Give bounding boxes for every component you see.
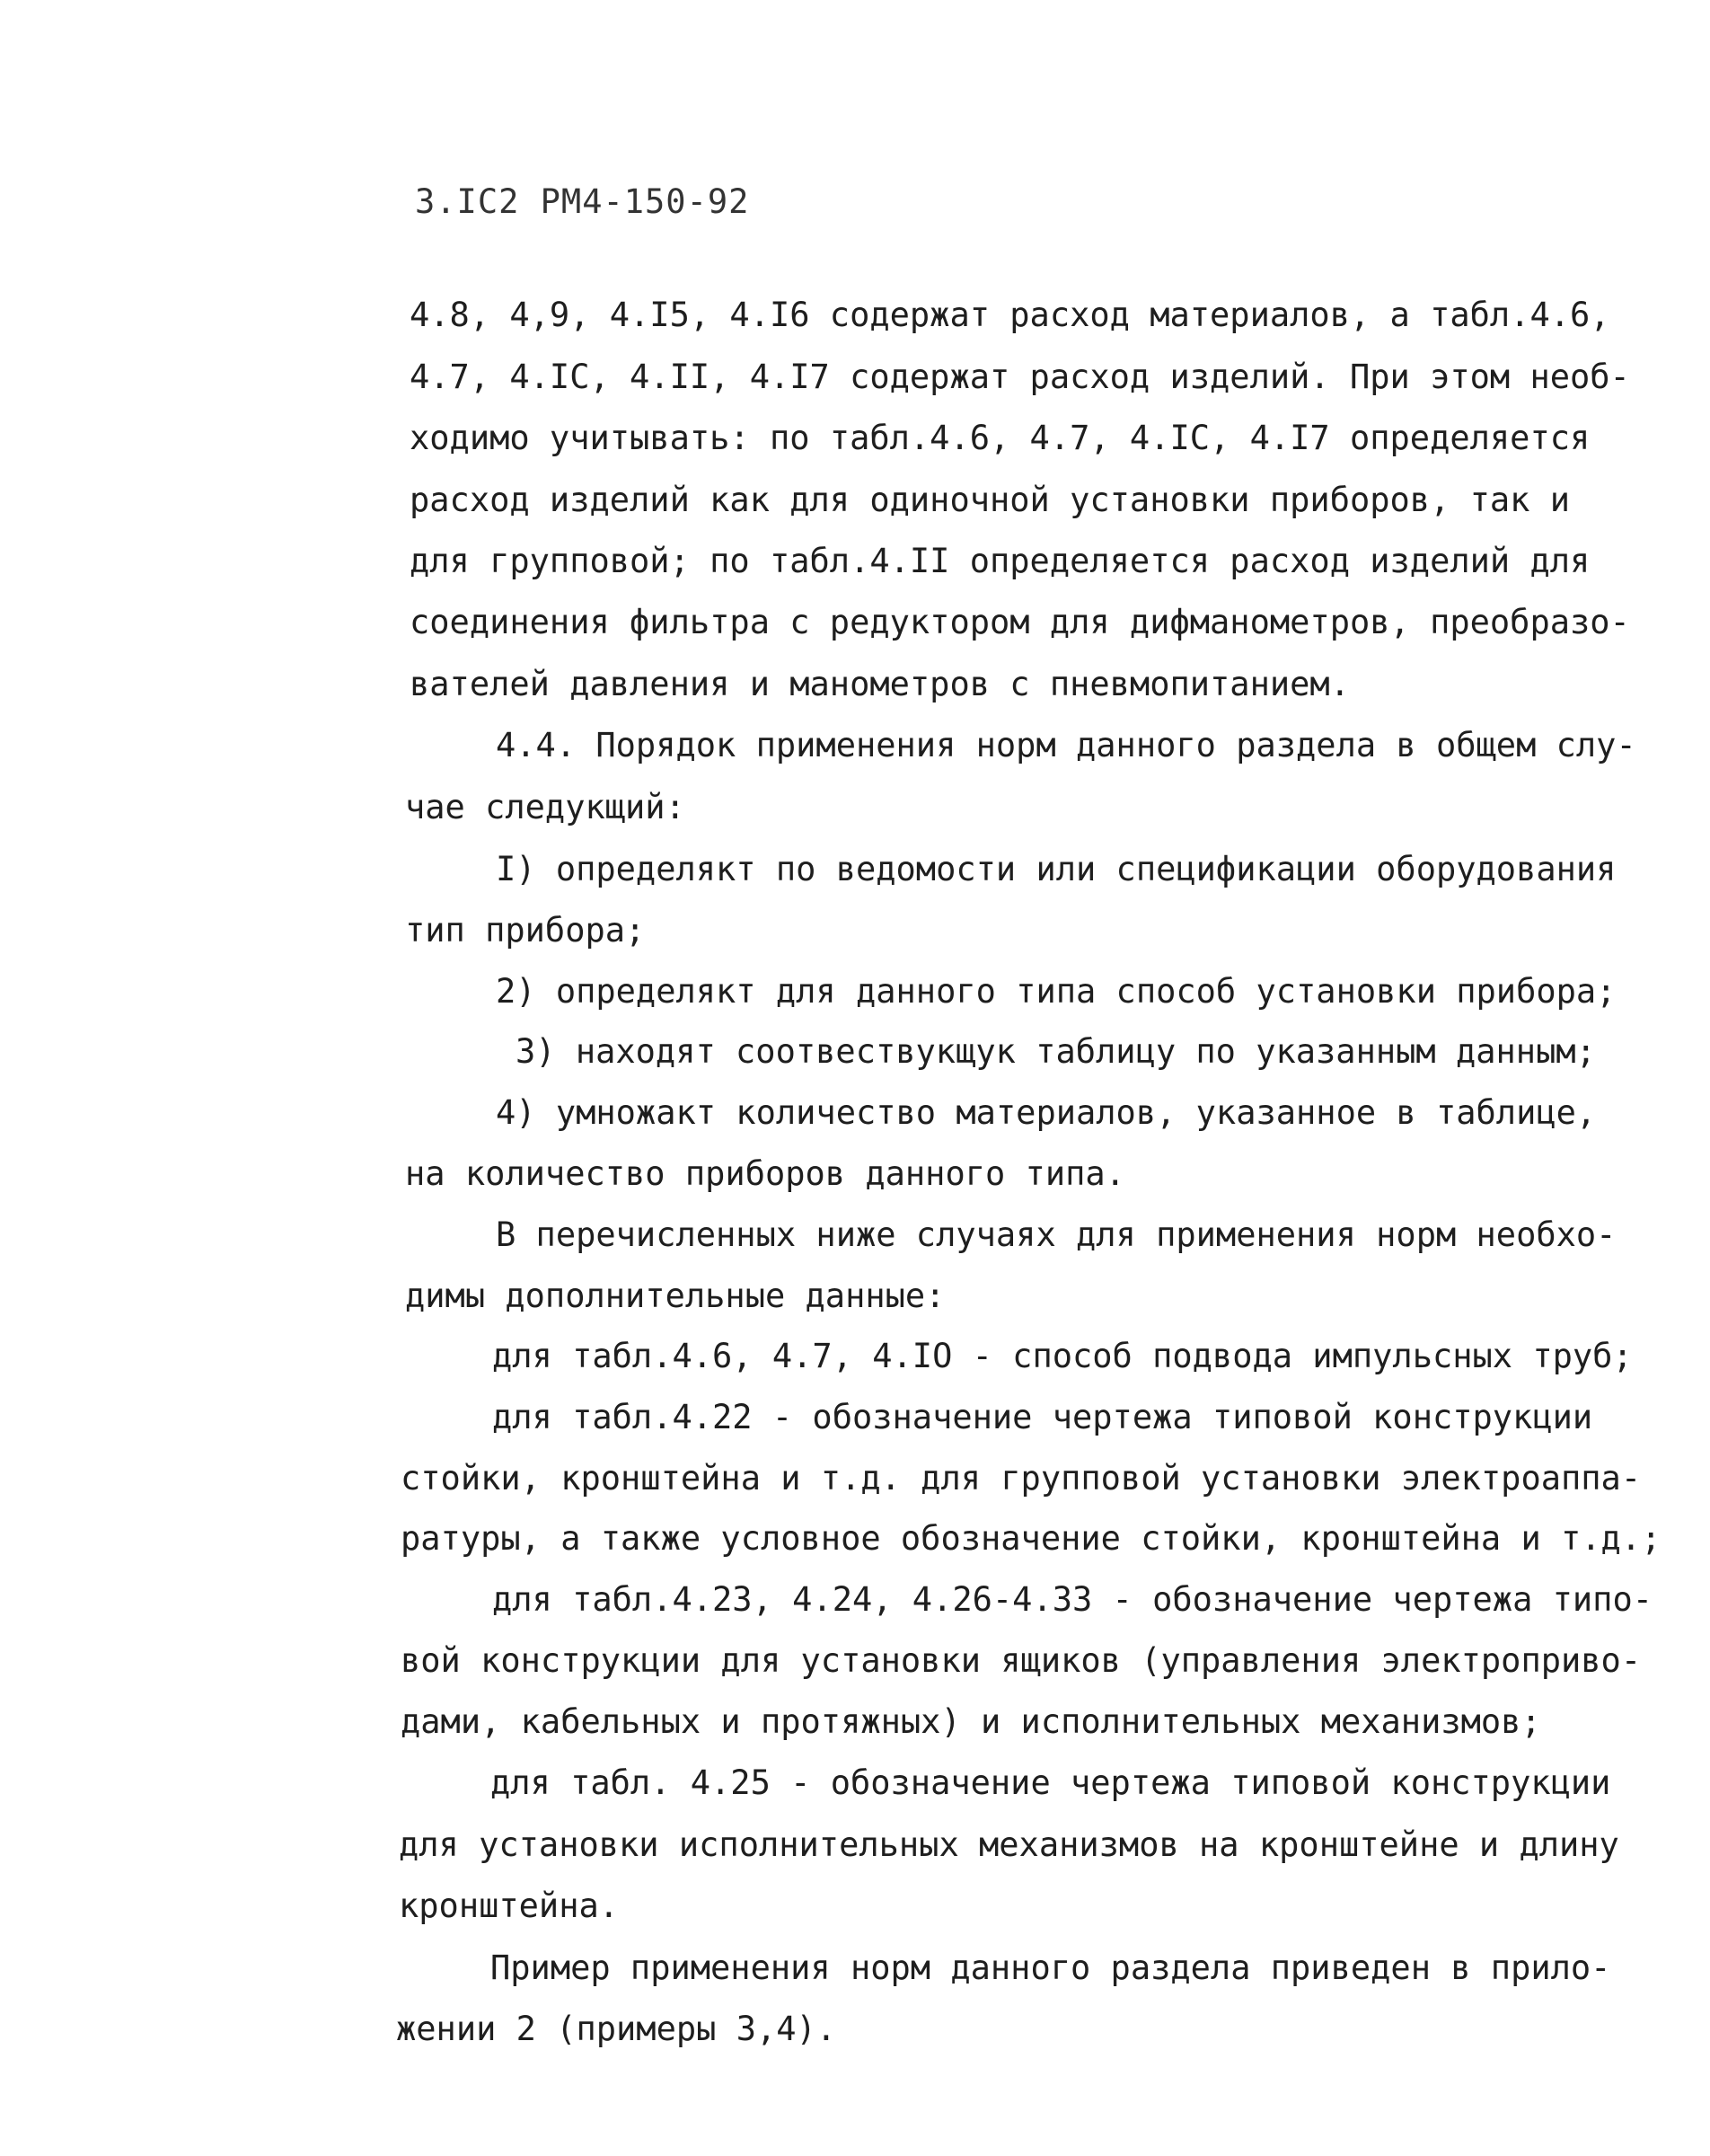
text-line: кронштейна.: [399, 1886, 620, 1925]
list-item: 2) определякт для данного типа способ установки прибора;: [496, 972, 1617, 1011]
text-line: для групповой; по табл.4.II определяется расход изделий для: [410, 542, 1591, 580]
text-line: соединения фильтра с редуктором для дифманометров, преобразо-: [410, 603, 1630, 641]
text-line: для табл.4.23, 4.24, 4.26-4.33 - обозначение чертежа типо-: [492, 1580, 1653, 1619]
text-line: Пример применения норм данного раздела приведен в прило-: [490, 1948, 1611, 1987]
text-line: тип прибора;: [405, 911, 646, 950]
text-line: димы дополнительные данные:: [405, 1277, 946, 1315]
text-line: жении 2 (примеры 3,4).: [396, 2010, 837, 2048]
section-heading-line: 4.4. Порядок применения норм данного раздела в общем слу-: [496, 726, 1636, 764]
text-line: вой конструкции для установки ящиков (управления электроприво-: [401, 1641, 1642, 1680]
text-line: 4.8, 4,9, 4.I5, 4.I6 содержат расход материалов, а табл.4.6,: [410, 296, 1610, 334]
list-item: 3) находят соотвествукщук таблицу по указанным данным;: [516, 1032, 1596, 1071]
text-line: В перечисленных ниже случаях для применения норм необхо-: [496, 1215, 1617, 1254]
text-line: стойки, кронштейна и т.д. для групповой установки электроаппа-: [401, 1459, 1642, 1498]
text-line: вателей давления и манометров с пневмопитанием.: [410, 665, 1350, 703]
text-line: расход изделий как для одиночной установки приборов, так и: [410, 481, 1571, 519]
text-line: для табл. 4.25 - обозначение чертежа типовой конструкции: [490, 1763, 1611, 1802]
list-item: 4) умножакт количество материалов, указанное в таблице,: [496, 1093, 1597, 1132]
document-code: 3.IC2 РМ4-150-92: [415, 182, 750, 221]
list-item: I) определякт по ведомости или спецификации оборудования: [496, 850, 1617, 888]
text-line: ратуры, а также условное обозначение стойки, кронштейна и т.д.;: [401, 1519, 1662, 1558]
text-line: чае следукщий:: [405, 788, 685, 826]
text-line: для установки исполнительных механизмов на кронштейне и длину: [399, 1825, 1619, 1864]
text-line: на количество приборов данного типа.: [405, 1154, 1125, 1193]
text-line: ходимо учитывать: по табл.4.6, 4.7, 4.IC, 4.I7 определяется: [410, 419, 1591, 457]
text-line: дами, кабельных и протяжных) и исполнительных механизмов;: [401, 1702, 1541, 1741]
text-line: для табл.4.22 - обозначение чертежа типовой конструкции: [492, 1398, 1593, 1436]
text-line: 4.7, 4.IC, 4.II, 4.I7 содержат расход изделий. При этом необ-: [410, 358, 1630, 396]
text-line: для табл.4.6, 4.7, 4.IO - способ подвода импульсных труб;: [492, 1337, 1633, 1375]
